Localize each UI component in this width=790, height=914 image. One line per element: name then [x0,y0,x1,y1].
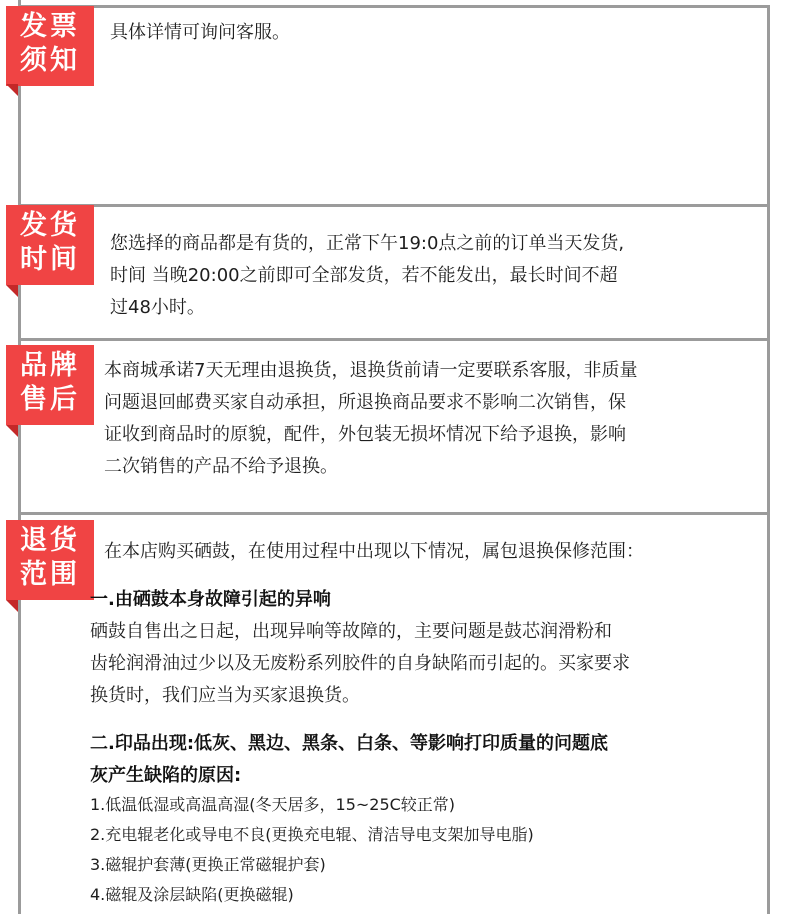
tag-line-1: 发货 [20,210,80,241]
invoice-notice-text [110,17,290,49]
divider-invoice [18,204,770,207]
item-heading: 灰产生缺陷的原因: [90,765,242,786]
item-heading: 二.印品出现:低灰、黑边、黑条、白条、等影响打印质量的问题底 [90,733,609,754]
text-line: 硒鼓自售出之日起，出现异响等故障的，主要问题是鼓芯润滑粉和 [90,621,612,642]
brand-aftersale-text [104,355,637,483]
brand-aftersale-tag [6,345,94,425]
return-scope-item-1 [90,584,630,712]
text-line: 问题退回邮费买家自动承担，所退换商品要求不影响二次销售，保 [104,392,626,413]
text-line: 在本店购买硒鼓，在使用过程中出现以下情况，属包退换保修范围： [104,541,644,562]
frame-right-border [767,5,770,914]
list-item: 1.低温低湿或高温高湿(冬天居多，15~25C较正常) [90,795,456,814]
tag-line-2: 售后 [20,384,80,415]
text-line: 时间 当晚20:00之前即可全部发货，若不能发出，最长时间不超 [110,265,618,286]
tag-line-2: 须知 [20,45,80,76]
return-scope-item-2 [90,728,608,792]
list-item: 4.磁辊及涂层缺陷(更换磁辊) [90,885,294,904]
text-line: 具体详情可询问客服。 [110,22,290,43]
tag-line-1: 退货 [20,525,80,556]
tag-fold-corner [6,285,18,297]
list-item: 3.磁辊护套薄(更换正常磁辊护套) [90,855,326,874]
tag-fold-corner [6,600,18,612]
tag-line-1: 品牌 [20,350,80,381]
text-line: 证收到商品时的原貌，配件，外包装无损坏情况下给予退换，影响 [104,424,626,445]
return-scope-tag [6,520,94,600]
shipping-time-tag [6,205,94,285]
invoice-notice-tag [6,6,94,86]
frame-left-border [18,0,21,914]
tag-fold-corner [6,425,18,437]
list-item: 2.充电辊老化或导电不良(更换充电辊、清洁导电支架加导电脂) [90,825,534,844]
text-line: 换货时，我们应当为买家退换货。 [90,685,360,706]
tag-line-2: 时间 [20,244,80,275]
item-heading: 一.由硒鼓本身故障引起的异响 [90,589,331,610]
defect-cause-list [90,790,534,910]
text-line: 齿轮润滑油过少以及无废粉系列胶件的自身缺陷而引起的。买家要求 [90,653,630,674]
text-line: 二次销售的产品不给予退换。 [104,456,338,477]
divider-top [18,5,770,8]
divider-shipping [18,338,770,341]
text-line: 您选择的商品都是有货的，正常下午19:0点之前的订单当天发货, [110,233,625,254]
tag-fold-corner [6,84,18,96]
tag-line-2: 范围 [20,559,80,590]
divider-aftersale [18,512,770,515]
text-line: 本商城承诺7天无理由退换货，退换货前请一定要联系客服，非质量 [104,360,638,381]
shipping-time-text [110,228,624,324]
text-line: 过48小时。 [110,297,205,318]
return-scope-intro [104,536,644,568]
tag-line-1: 发票 [20,11,80,42]
